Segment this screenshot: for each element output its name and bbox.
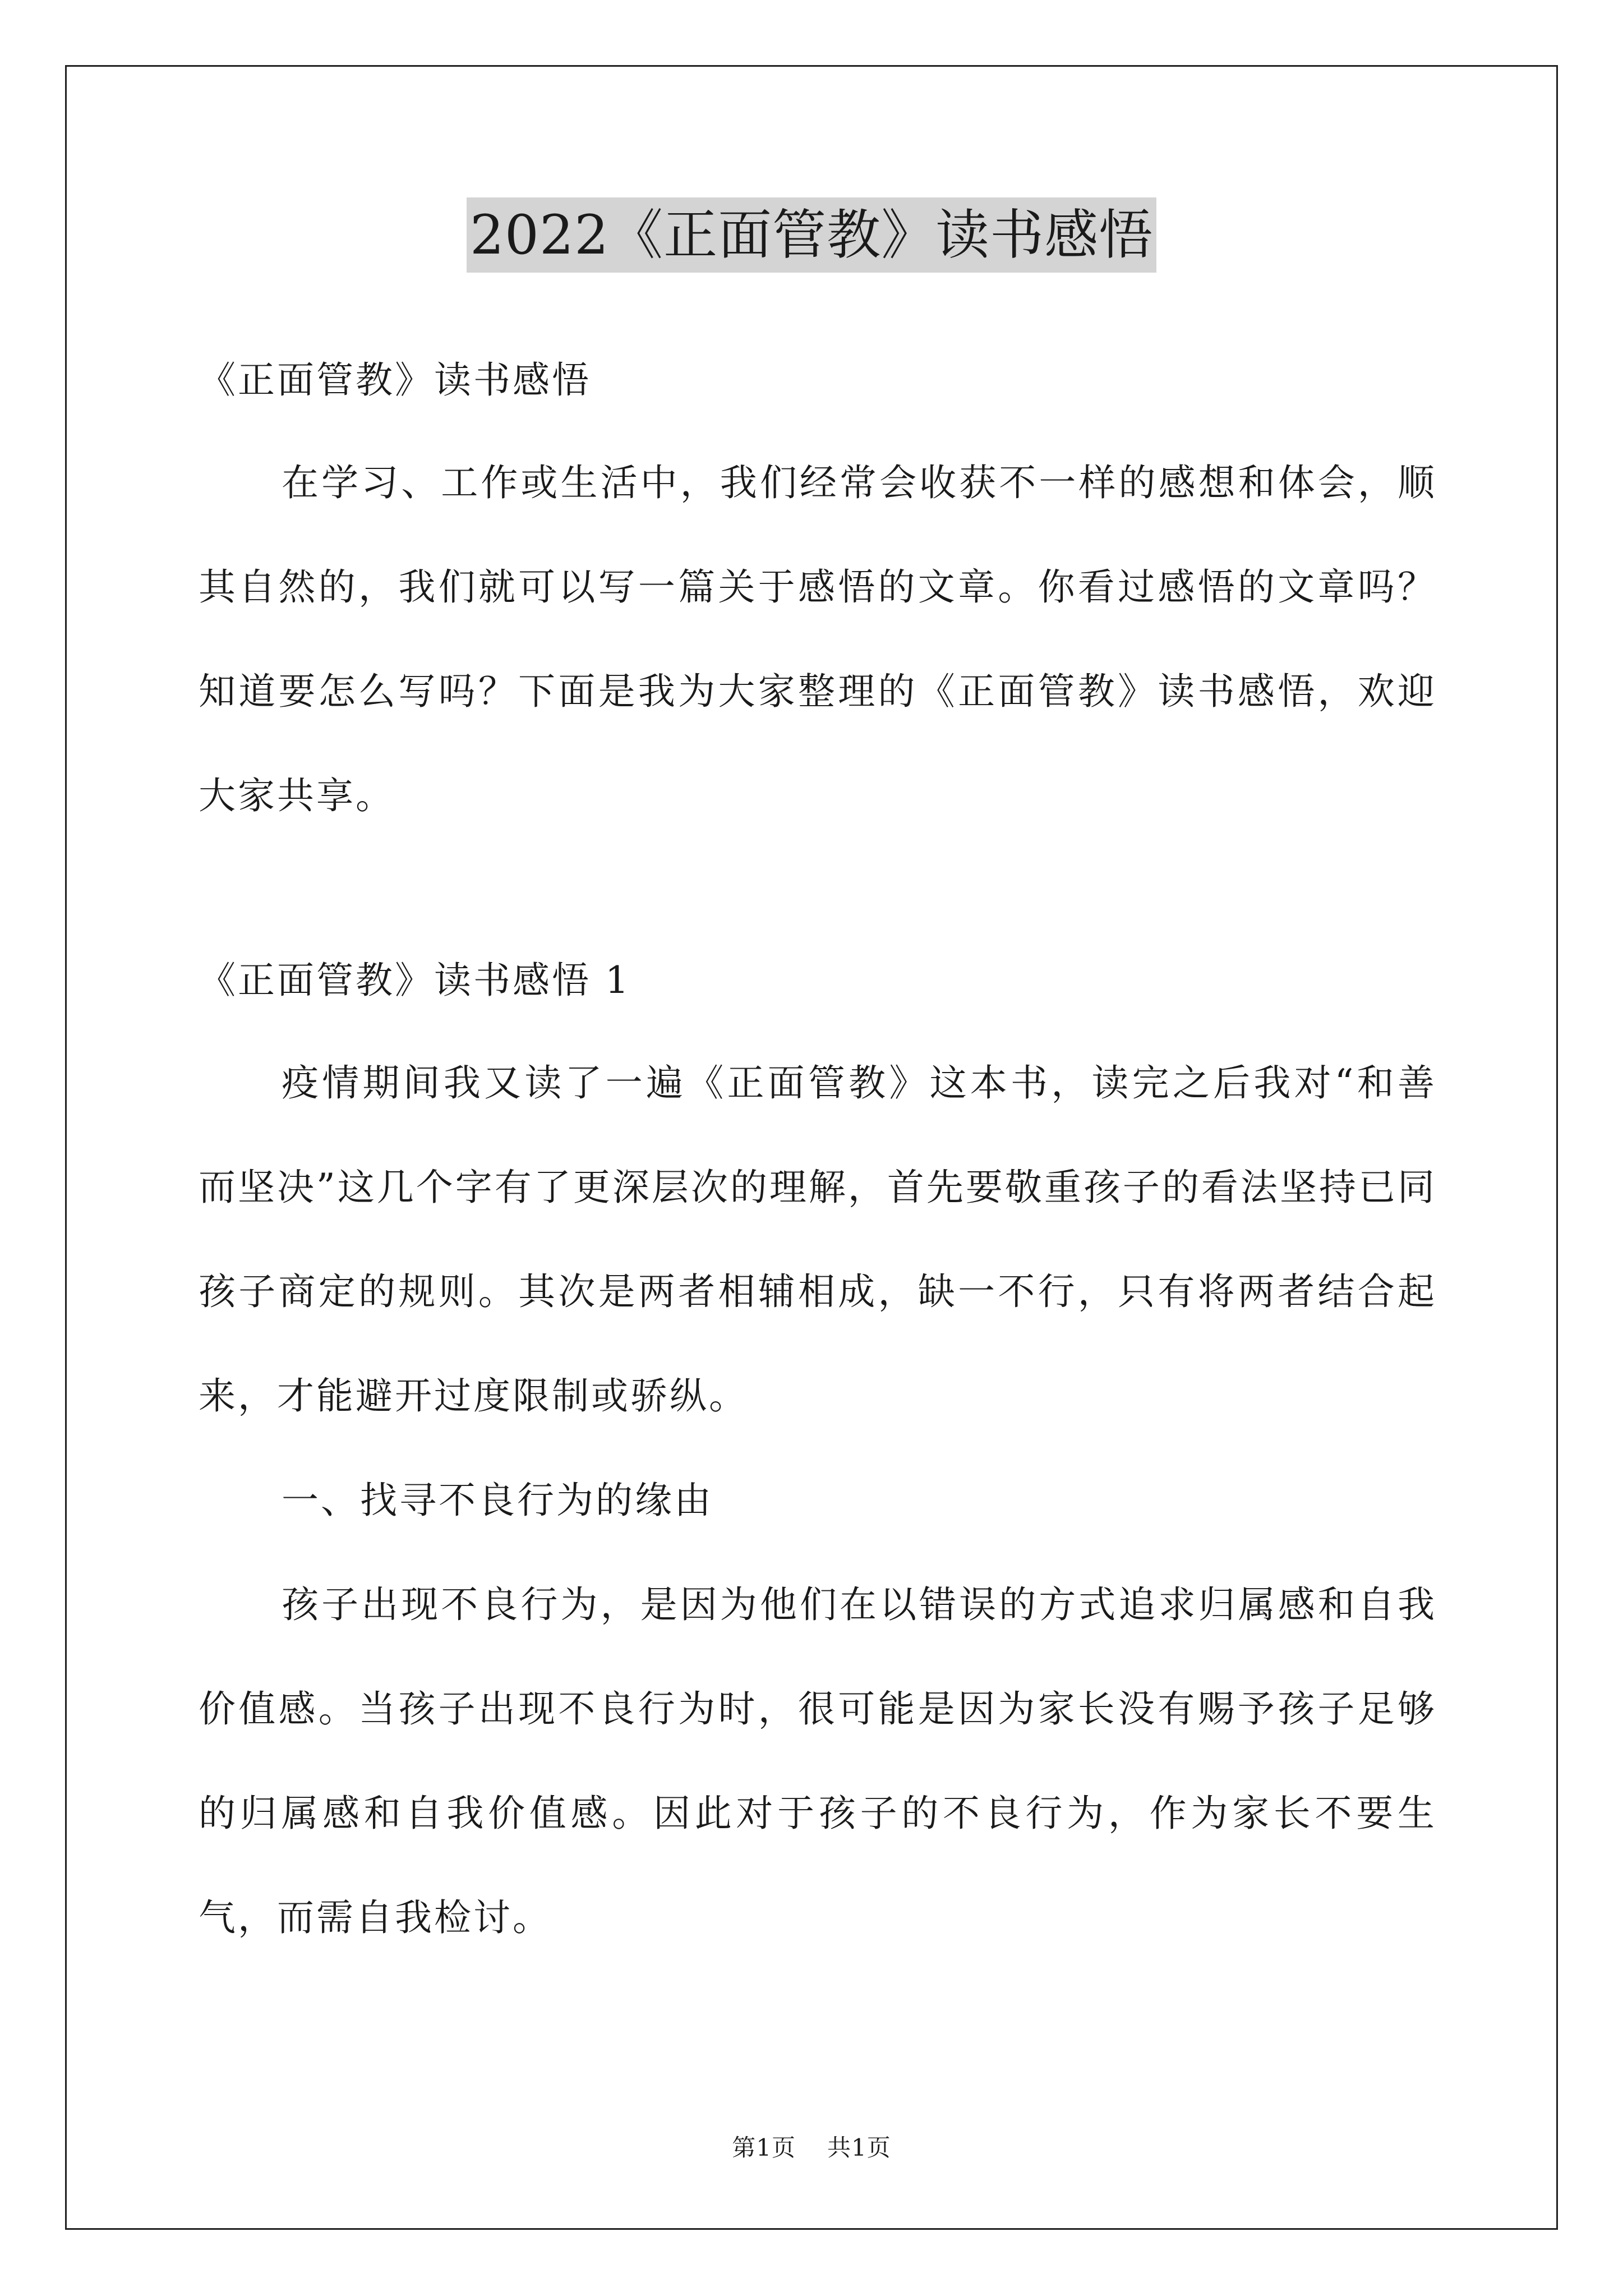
page-footer: [0, 2129, 1623, 2163]
body-subheading: 一、找寻不良行为的缘由: [282, 1479, 713, 1522]
title-container: [0, 197, 1623, 273]
document-body: [199, 330, 1437, 1970]
document-subtitle: 《正面管教》读书感悟: [199, 358, 591, 402]
page-number-total: 共1页: [827, 2134, 891, 2161]
page-number-current: 第1页: [732, 2134, 796, 2161]
document-title: 2022《正面管教》读书感悟: [467, 197, 1156, 273]
section-spacer: [199, 848, 1437, 930]
body-paragraph-2: 孩子出现不良行为，是因为他们在以错误的方式追求归属感和自我价值感。当孩子出现不良行为时，很可能是因为家长没有赐予孩子足够的归属感和自我价值感。因此对于孩子的不良行为，作为家长不要生气，而需自我检讨。: [199, 1583, 1437, 1939]
body-paragraph-1: 疫情期间我又读了一遍《正面管教》这本书，读完之后我对“和善而坚决”这几个字有了更深层次的理解，首先要敬重孩子的看法坚持已同孩子商定的规则。其次是两者相辅相成，缺一不行，只有将两者结合起来，才能避开过度限制或骄纵。: [199, 1061, 1437, 1418]
intro-paragraph: 在学习、工作或生活中，我们经常会收获不一样的感想和体会，顺其自然的，我们就可以写一篇关于感悟的文章。你看过感悟的文章吗？知道要怎么写吗？下面是我为大家整理的《正面管教》读书感悟，欢迎大家共享。: [199, 461, 1437, 817]
section-heading: 《正面管教》读书感悟 1: [199, 959, 631, 1002]
